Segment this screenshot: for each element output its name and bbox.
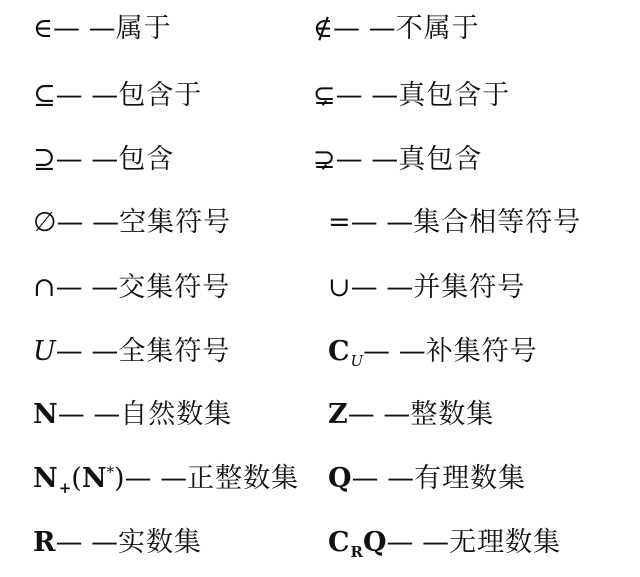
description: 无理数集: [449, 527, 562, 558]
description: 包含于: [118, 80, 203, 111]
symbol: N: [33, 463, 58, 494]
entry-positive-integers: [33, 462, 299, 496]
entry-proper-superset: [313, 143, 482, 177]
dash: — —: [335, 80, 399, 111]
symbol: C: [328, 527, 350, 558]
subscript: +: [58, 479, 72, 497]
dash: — —: [363, 336, 426, 367]
description: 实数集: [118, 527, 203, 558]
entry-rational-numbers: [328, 462, 526, 496]
dash: — —: [57, 399, 121, 430]
description: 包含: [118, 144, 175, 175]
dash: — —: [53, 13, 116, 44]
subscript: R: [350, 543, 363, 561]
symbol: ∅: [33, 207, 57, 238]
entry-subset-of: [33, 79, 202, 113]
symbol: R: [33, 527, 56, 558]
dash: — —: [350, 207, 414, 238]
symbol: ∈: [33, 13, 53, 44]
dash: — —: [351, 463, 415, 494]
description: 补集符号: [425, 336, 538, 367]
symbol: ⊆: [33, 80, 56, 111]
symbol: ⊋: [313, 144, 336, 175]
entry-real-numbers: [33, 526, 202, 560]
symbol-alt: N: [81, 463, 107, 494]
description: 自然数集: [120, 399, 233, 430]
description: 真包含于: [398, 80, 511, 111]
entry-complement: [328, 335, 538, 369]
description: 交集符号: [118, 272, 231, 303]
entry-proper-subset-of: [313, 79, 510, 113]
subscript: U: [350, 352, 364, 370]
symbol: ⊊: [313, 80, 336, 111]
paren-open: (: [71, 463, 82, 494]
dash: — —: [335, 144, 399, 175]
symbol: =: [328, 207, 351, 238]
description: 集合相等符号: [413, 207, 582, 238]
symbol: ∩: [33, 272, 56, 303]
entry-integers: [328, 398, 494, 432]
dash: — —: [55, 272, 119, 303]
entry-belongs-to: [33, 12, 172, 46]
dash: — —: [124, 463, 188, 494]
dash: — —: [350, 272, 414, 303]
description: 属于: [115, 13, 172, 44]
dash: — —: [55, 527, 119, 558]
paren-close: ): [114, 463, 125, 494]
symbol: Z: [328, 399, 348, 430]
entry-universal-set: [33, 335, 230, 369]
entry-union: [328, 271, 525, 305]
symbol: ⊇: [33, 144, 56, 175]
entry-set-equality: [328, 206, 581, 240]
symbol: C: [328, 336, 350, 367]
description: 空集符号: [119, 207, 232, 238]
entry-natural-numbers: [33, 398, 232, 432]
entry-superset: [33, 143, 174, 177]
entry-not-belongs-to: [313, 12, 480, 46]
description: 真包含: [398, 144, 483, 175]
entry-empty-set: [33, 206, 231, 240]
symbol: ∉: [313, 13, 333, 44]
description: 全集符号: [118, 336, 231, 367]
description: 有理数集: [414, 463, 527, 494]
dash: — —: [347, 399, 411, 430]
symbol: Q: [328, 463, 352, 494]
symbol-alt: Q: [362, 527, 387, 558]
superscript: *: [106, 463, 114, 481]
dash: — —: [55, 80, 119, 111]
description: 并集符号: [413, 272, 526, 303]
dash: — —: [56, 207, 120, 238]
symbol: N: [33, 399, 58, 430]
description: 正整数集: [187, 463, 300, 494]
symbol: U: [33, 336, 56, 367]
dash: — —: [333, 13, 396, 44]
dash: — —: [55, 336, 119, 367]
symbol: ∪: [328, 272, 351, 303]
entry-irrational-numbers: [328, 526, 561, 560]
description: 不属于: [395, 13, 480, 44]
dash: — —: [55, 144, 119, 175]
dash: — —: [386, 527, 450, 558]
description: 整数集: [410, 399, 495, 430]
entry-intersection: [33, 271, 230, 305]
